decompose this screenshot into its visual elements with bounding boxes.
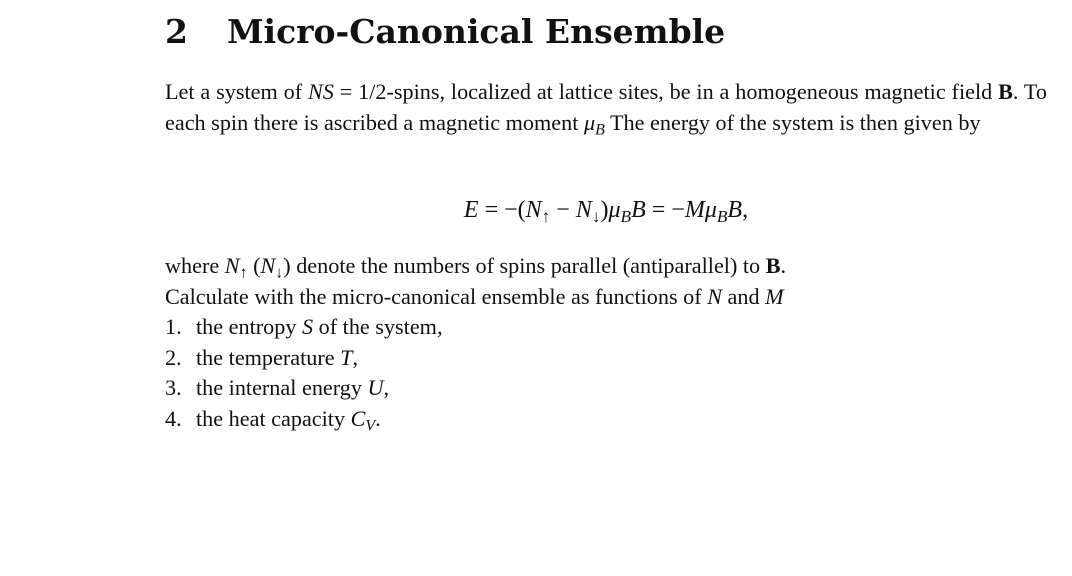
math-variable: M <box>765 283 784 309</box>
text-run: ) denote the numbers of spins parallel (antiparallel) to <box>283 253 766 278</box>
text-run: the internal energy <box>196 375 368 401</box>
list-item <box>165 373 443 404</box>
text-run: , <box>352 344 359 370</box>
math-variable: S <box>301 314 314 339</box>
math-variable: μ <box>608 197 621 223</box>
text-run: ( <box>247 253 261 278</box>
list-index: 3. <box>165 375 182 401</box>
math-operator: , <box>742 197 749 223</box>
math-vector: B <box>998 79 1013 104</box>
list-index: 1. <box>165 314 182 339</box>
math-subscript: B <box>620 206 632 226</box>
text-run: , <box>383 375 390 401</box>
text-run: where <box>165 253 225 278</box>
intro-paragraph <box>165 77 1047 138</box>
math-variable: B <box>727 197 743 223</box>
section-number: 2 <box>165 12 188 51</box>
math-variable: μ <box>583 109 596 135</box>
list-item <box>165 343 443 374</box>
math-operator: = −( <box>478 197 526 223</box>
text-run: Let a system of <box>165 79 308 104</box>
math-variable: N <box>224 253 240 278</box>
math-variable: N <box>260 253 276 278</box>
text-run: . <box>780 253 787 278</box>
math-operator: − <box>550 197 576 223</box>
math-vector: B <box>765 253 781 278</box>
math-variable: C <box>350 405 366 431</box>
math-variable: B <box>631 197 646 223</box>
math-operator: ) <box>600 197 609 223</box>
math-subscript: B <box>716 206 728 226</box>
math-variable: M <box>684 197 705 223</box>
text-run: of the system, <box>313 314 443 339</box>
math-variable: T <box>340 344 353 370</box>
math-subscript: ↑ <box>541 206 551 226</box>
list-item <box>165 404 443 435</box>
text-run: Calculate with the micro-canonical ensemble as functions of <box>165 283 708 309</box>
text-run: The energy of the system is then given by <box>604 109 981 135</box>
math-operator: = − <box>645 197 685 223</box>
math-variable: E <box>463 197 479 223</box>
list-item <box>165 312 443 343</box>
definition-paragraph <box>165 251 1047 312</box>
math-subscript: V <box>365 417 376 435</box>
math-subscript: ↓ <box>591 206 601 226</box>
math-variable: μ <box>704 197 717 223</box>
section-heading <box>165 12 725 52</box>
energy-equation <box>165 193 1047 227</box>
math-subscript: ↓ <box>275 264 284 282</box>
text-run: = 1/2-spins, localized at lattice sites, be in a homogeneous magnetic field <box>333 79 999 104</box>
math-variable: N <box>525 197 542 223</box>
text-run: . <box>375 405 381 431</box>
task-list <box>165 312 443 434</box>
math-variable: NS <box>307 79 334 104</box>
math-variable: U <box>367 375 384 401</box>
math-subscript: ↑ <box>239 264 248 282</box>
text-run: the heat capacity <box>196 405 351 431</box>
text-run: the entropy <box>196 314 302 339</box>
math-subscript: B <box>595 121 605 139</box>
math-variable: N <box>575 197 592 223</box>
text-run: the temperature <box>196 344 341 370</box>
section-title: Micro-Canonical Ensemble <box>227 12 726 51</box>
text-run: and <box>722 283 766 309</box>
math-variable: N <box>707 283 722 309</box>
list-index: 2. <box>165 344 182 370</box>
text-run: . To each spin there is ascribed a magnetic moment <box>165 79 1047 135</box>
list-index: 4. <box>165 405 182 431</box>
